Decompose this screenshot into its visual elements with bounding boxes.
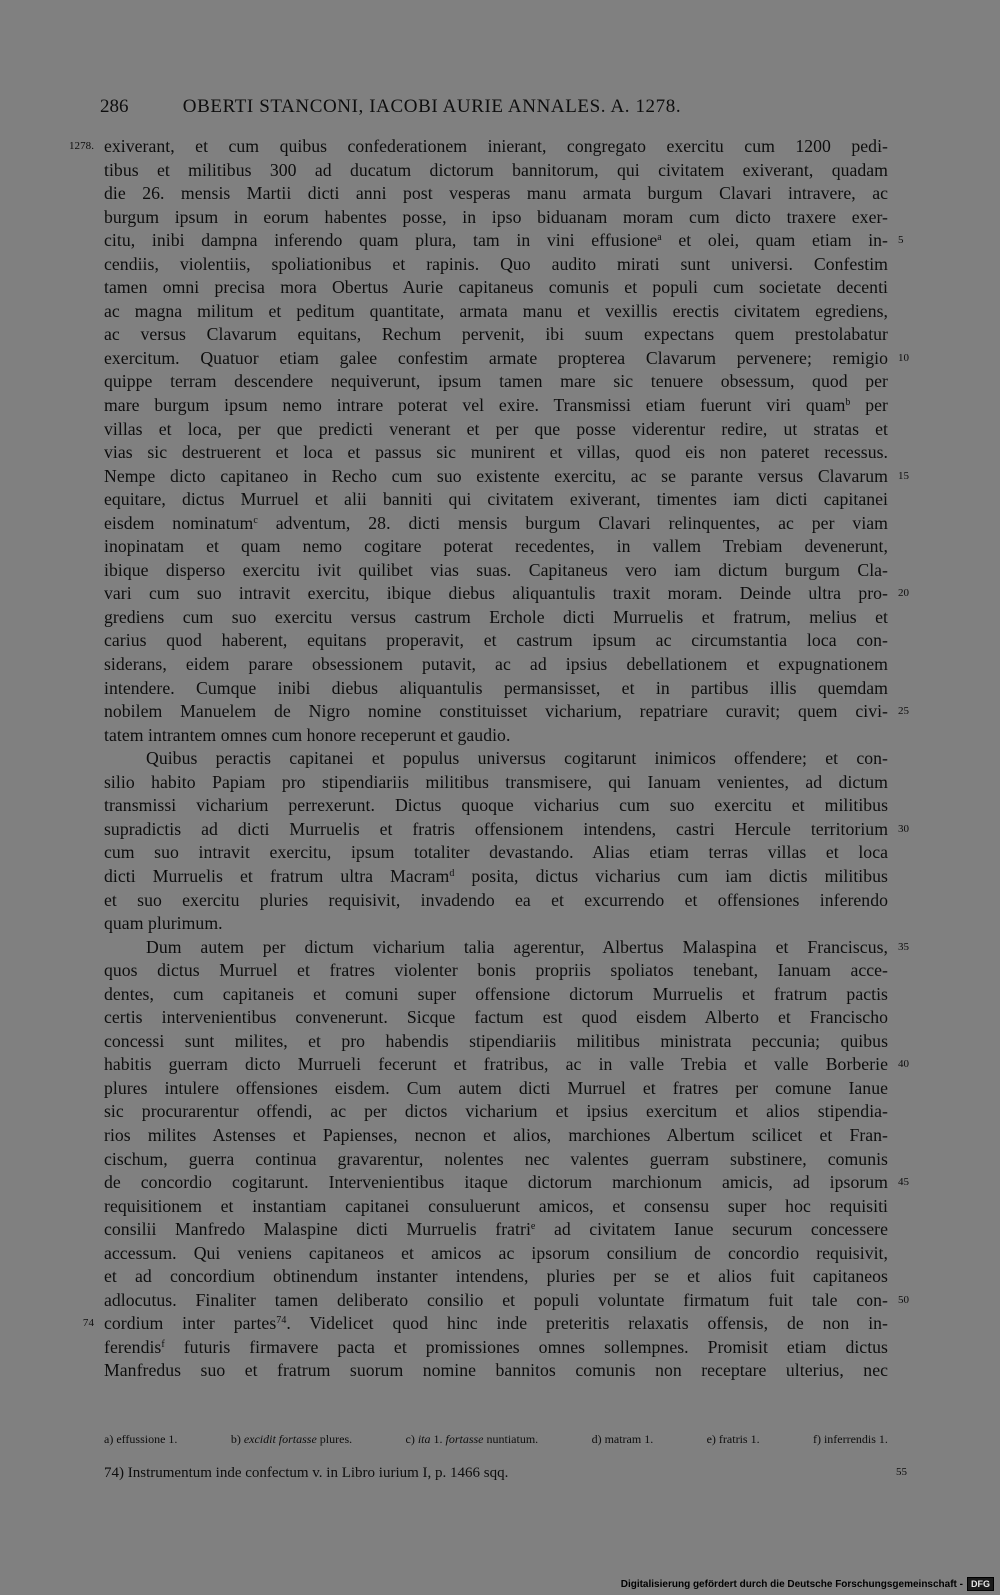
text-line bbox=[104, 159, 888, 183]
text-line bbox=[104, 1289, 910, 1313]
line-number: 15 bbox=[898, 469, 910, 482]
text-line bbox=[104, 253, 888, 277]
line-text: et suo exercitu pluries requisivit, invadendo ea et excurrendo et offensiones inferendo bbox=[104, 889, 888, 910]
line-text: cum suo intravit exercitu, ipsum totaliter devastando. Alias etiam terras villas et loca bbox=[104, 842, 888, 863]
text-line bbox=[104, 276, 888, 300]
text-line bbox=[104, 1148, 888, 1172]
footnote-label: f) bbox=[812, 1432, 821, 1446]
line-text: ac versus Clavarum equitans, Rechum pervenit, ibi suum expectans quem prestolabatur bbox=[104, 324, 888, 345]
line-text: exercitum. Quatuor etiam galee confestim armate propterea Clavarum pervenere; remigio bbox=[104, 347, 888, 368]
line-text: supradictis ad dicti Murruelis et fratris offensionem intendens, castri Hercule territorium bbox=[104, 818, 888, 839]
text-line bbox=[104, 677, 888, 701]
line-number: 50 bbox=[898, 1293, 910, 1306]
line-text: dentes, cum capitaneis et comuni super offensione dictorum Murruelis et fratrum pactis bbox=[104, 983, 888, 1004]
footnote-lemma: matram 1. bbox=[604, 1432, 654, 1446]
text-line bbox=[104, 488, 888, 512]
text-line bbox=[104, 418, 888, 442]
line-text: vari cum suo intravit exercitu, ibique diebus aliquantulis traxit moram. Deinde ultra pro- bbox=[104, 583, 888, 604]
page-number: 286 bbox=[100, 96, 129, 117]
text-line bbox=[104, 323, 888, 347]
line-number: 10 bbox=[898, 351, 910, 364]
line-text-continued: per bbox=[850, 395, 888, 416]
line-text: siderans, eidem parare obsessionem putavit, ac ad ipsius debellationem et expugnationem bbox=[104, 654, 888, 675]
text-line bbox=[104, 747, 888, 771]
line-text: nobilem Manuelem de Nigro nomine constituisset vicharium, repatriare curavit; quem civi- bbox=[104, 701, 888, 722]
text-line bbox=[104, 606, 888, 630]
text-line bbox=[104, 841, 888, 865]
line-text: intendere. Cumque inibi diebus aliquantulis permansisset, et in partibus illis quemdam bbox=[104, 677, 888, 698]
text-line bbox=[104, 700, 910, 724]
line-text: tamen omni precisa mora Obertus Aurie capitaneus comunis et populi cum societate decenti bbox=[104, 277, 888, 298]
text-line bbox=[104, 394, 888, 418]
variant-footnote bbox=[707, 1432, 760, 1447]
text-line bbox=[104, 771, 888, 795]
variant-footnote bbox=[813, 1432, 888, 1447]
text-line bbox=[82, 1312, 889, 1336]
footnote-marker: a bbox=[657, 232, 662, 244]
text-line bbox=[104, 1006, 888, 1030]
line-text: Nempe dicto capitaneo in Recho cum suo existente exercitu, ac se parante versus Clavarum bbox=[104, 465, 888, 486]
running-head bbox=[100, 96, 764, 122]
line-text-continued: . Videlicet quod hinc inde preteritis relaxatis offensis, de non in- bbox=[286, 1313, 889, 1334]
line-text: ac magna militum et peditum quantitate, armata manu et vexillis erectis civitatem egrediens, bbox=[104, 300, 888, 321]
margin-note-left: 74 bbox=[82, 1317, 94, 1330]
line-number: 25 bbox=[898, 705, 910, 718]
text-line bbox=[104, 653, 888, 677]
line-text: cordium inter partes bbox=[104, 1313, 277, 1334]
line-number: 5 bbox=[898, 234, 904, 247]
line-text: concessi sunt milites, et pro habendis stipendiariis militibus ministrata peccunia; quibus bbox=[104, 1030, 888, 1051]
line-number: 45 bbox=[898, 1176, 910, 1189]
footnote-marker: d bbox=[449, 867, 455, 879]
line-text-continued: et olei, quam etiam in- bbox=[661, 230, 888, 251]
line-text: cischum, guerra continua gravarentur, nolentes nec valentes guerram substinere, comunis bbox=[104, 1148, 888, 1169]
line-text: eisdem nominatum bbox=[104, 512, 254, 533]
footnote-label: d) bbox=[591, 1432, 602, 1446]
line-text: sic procurarentur offendi, ac per dictos vicharium et ipsius exercitum et alios stipendia- bbox=[104, 1101, 888, 1122]
text-line bbox=[104, 582, 910, 606]
line-text-continued: adventum, 28. dicti mensis burgum Clavari relinquentes, ac per viam bbox=[257, 512, 888, 533]
line-number: 30 bbox=[898, 822, 910, 835]
text-line bbox=[104, 1077, 888, 1101]
line-text: certis intervenientibus convenerunt. Sicque factum est quod eisdem Alberto et Francischo bbox=[104, 1007, 888, 1028]
line-text: rios milites Astenses et Papienses, necnon et alios, marchiones Albertum scilicet et Fran- bbox=[104, 1124, 888, 1145]
footnote-marker: c bbox=[253, 514, 258, 526]
line-text: accessum. Qui veniens capitaneos et amicos ac ipsorum consilium de concordio requisivit, bbox=[104, 1242, 888, 1263]
commentary-footnote-text: 74) Instrumentum inde confectum v. in Libro iurium I, p. 1466 sqq. bbox=[104, 1465, 509, 1481]
variant-footnote bbox=[406, 1432, 539, 1447]
line-text: mare burgum ipsum nemo intrare poterat vel exire. Transmissi etiam fuerunt viri quam bbox=[104, 395, 846, 416]
footnote-lemma: effussione 1. bbox=[116, 1432, 178, 1446]
text-line bbox=[104, 1053, 910, 1077]
footnote-marker: e bbox=[530, 1221, 536, 1233]
funding-text: Digitalisierung gefördert durch die Deutsche Forschungsgemeinschaft - bbox=[620, 1578, 963, 1590]
line-text: Quibus peractis capitanei et populus universus cogitarunt inimicos offendere; et con- bbox=[146, 748, 888, 769]
footnote-label: a) bbox=[104, 1432, 114, 1446]
variant-footnote bbox=[104, 1432, 177, 1447]
line-text: consilii Manfredo Malaspine dicti Murruelis fratri bbox=[104, 1219, 531, 1240]
text-line bbox=[104, 559, 888, 583]
footnote-label: e) bbox=[706, 1432, 716, 1446]
text-line bbox=[104, 300, 888, 324]
text-line bbox=[104, 465, 910, 489]
text-line bbox=[104, 347, 910, 371]
footnote-note: excidit fortasse bbox=[243, 1432, 317, 1446]
line-number: 40 bbox=[898, 1058, 910, 1071]
running-title: OBERTI STANCONI, IACOBI AURIE ANNALES. A. 1278. bbox=[182, 96, 682, 117]
line-text: plures intulere offensiones eisdem. Cum autem dicti Murruel et fratres per comune Ianue bbox=[104, 1077, 888, 1098]
line-text: cendiis, violentiis, spoliationibus et rapinis. Quo audito mirati sunt universi. Confestim bbox=[104, 253, 888, 274]
variant-footnote bbox=[231, 1432, 352, 1447]
text-line bbox=[104, 182, 888, 206]
text-line bbox=[104, 794, 888, 818]
line-number: 20 bbox=[898, 587, 910, 600]
text-line bbox=[104, 912, 888, 936]
line-text: transmissi vicharium perrexerunt. Dictus quoque vicharius cum suo exercitu et militibus bbox=[104, 795, 888, 816]
footnote-label: b) bbox=[230, 1432, 241, 1446]
text-line bbox=[104, 889, 888, 913]
footnote-marker: f bbox=[161, 1338, 165, 1350]
variant-footnotes bbox=[104, 1432, 888, 1447]
text-line bbox=[104, 818, 910, 842]
footnote-label: c) bbox=[405, 1432, 415, 1446]
text-line bbox=[104, 1336, 888, 1360]
line-number: 35 bbox=[898, 940, 910, 953]
text-line bbox=[104, 1030, 888, 1054]
line-text: citu, inibi dampna inferendo quam plura, tam in vini effusione bbox=[104, 230, 658, 251]
line-text: inopinatam et quam nemo cogitare poterat recedentes, in vallem Trebiam devenerunt, bbox=[104, 536, 888, 557]
line-text: carius quod haberent, equitans properavit, et castrum ipsum ac circumstantia loca con- bbox=[104, 630, 888, 651]
line-text: burgum ipsum in eorum habentes posse, in ipso biduanam moram cum dicto traxere exer- bbox=[104, 206, 888, 227]
footnote-lemma: fratris 1. bbox=[718, 1432, 760, 1446]
line-text: quam plurimum. bbox=[104, 913, 223, 934]
line-text: et ad concordium obtinendum instanter intendens, pluries per se et alios fuit capitaneos bbox=[104, 1266, 888, 1287]
text-line bbox=[104, 1242, 888, 1266]
line-text: habitis guerram dicto Murrueli fecerunt et fratribus, ac in valle Trebia et valle Borberie bbox=[104, 1054, 888, 1075]
text-line bbox=[104, 229, 904, 253]
line-text: tibus et militibus 300 ad ducatum dictorum bannitorum, qui civitatem exiverant, quadam bbox=[104, 159, 888, 180]
line-text: dicti Murruelis et fratrum ultra Macram bbox=[104, 865, 450, 886]
line-text: die 26. mensis Martii dicti anni post vesperas manu armata burgum Clavari intravere, ac bbox=[104, 183, 888, 204]
footnote-lemma: inferrendis 1. bbox=[823, 1432, 888, 1446]
line-text: ferendis bbox=[104, 1336, 162, 1357]
footnote-tail: 1. bbox=[430, 1432, 446, 1446]
footnote-note: ita bbox=[417, 1432, 431, 1446]
line-text: grediens cum suo exercitu versus castrum Erchole dicti Murruelis et fratrum, melius et bbox=[104, 606, 888, 627]
text-line bbox=[104, 724, 888, 748]
line-number: 55 bbox=[896, 1466, 907, 1478]
footnote-note: fortasse bbox=[445, 1432, 484, 1446]
text-line bbox=[104, 206, 888, 230]
footnote-tail: nuntiatum. bbox=[483, 1432, 539, 1446]
text-line bbox=[104, 535, 888, 559]
text-line bbox=[104, 629, 888, 653]
line-text: villas et loca, per que predicti venerant et per que posse viderentur redire, ut stratas et bbox=[104, 418, 888, 439]
line-text: equitare, dictus Murruel et alii banniti qui civitatem exiverant, timentes iam dicti capitanei bbox=[104, 489, 888, 510]
variant-footnote bbox=[592, 1432, 654, 1447]
text-line bbox=[104, 1359, 888, 1383]
dfg-logo: DFG bbox=[967, 1577, 994, 1591]
text-line bbox=[69, 135, 888, 159]
line-text: de concordio cogitarunt. Intervenientibus itaque dictorum marchionum amicis, ad ipsorum bbox=[104, 1172, 888, 1193]
line-text: silio habito Papiam pro stipendiariis militibus transmisere, qui Ianuam venientes, ad dictum bbox=[104, 771, 888, 792]
text-line bbox=[104, 1124, 888, 1148]
text-line bbox=[104, 441, 888, 465]
margin-note-left: 1278. bbox=[69, 140, 94, 152]
text-line bbox=[104, 512, 888, 536]
text-line bbox=[104, 936, 910, 960]
footnote-tail: plures. bbox=[316, 1432, 353, 1446]
line-text: Manfredus suo et fratrum suorum nomine bannitos comunis non receptare ulterius, nec bbox=[104, 1360, 888, 1381]
commentary-footnote bbox=[104, 1465, 907, 1482]
text-line bbox=[104, 1100, 888, 1124]
line-text: tatem intrantem omnes cum honore receperunt et gaudio. bbox=[104, 724, 511, 745]
main-text bbox=[69, 135, 910, 1383]
text-line bbox=[104, 1265, 888, 1289]
line-text: quos dictus Murruel et fratres violenter bonis propriis spoliatos tenebant, Ianuam acce- bbox=[104, 960, 888, 981]
text-line bbox=[104, 983, 888, 1007]
line-text-continued: futuris firmavere pacta et promissiones omnes sollempnes. Promisit etiam dictus bbox=[164, 1336, 888, 1357]
line-text: vias sic destruerent et loca et passus sic munirent et villas, quod eis non pateret recessus. bbox=[104, 442, 888, 463]
text-line bbox=[104, 865, 888, 889]
line-text-continued: ad civitatem Ianue securum concessere bbox=[535, 1219, 888, 1240]
line-text: exiverant, et cum quibus confederationem inierant, congregato exercitu cum 1200 pedi- bbox=[104, 136, 888, 156]
text-line bbox=[104, 1195, 888, 1219]
line-text: Dum autem per dictum vicharium talia agerentur, Albertus Malaspina et Franciscus, bbox=[146, 936, 888, 957]
text-line bbox=[104, 959, 888, 983]
line-text: requisitionem et instantiam capitanei consuluerunt amicos, et consensu super hoc requisiti bbox=[104, 1195, 888, 1216]
line-text: adlocutus. Finaliter tamen deliberato consilio et populi voluntate firmatum fuit tale con- bbox=[104, 1289, 888, 1310]
funding-notice bbox=[621, 1575, 994, 1593]
text-line bbox=[104, 1218, 888, 1242]
line-text-continued: posita, dictus vicharius cum iam dictis militibus bbox=[454, 865, 888, 886]
text-line bbox=[104, 370, 888, 394]
line-text: quippe terram descendere nequiverunt, ipsum tamen mare sic tenuere obsessum, quod per bbox=[104, 371, 888, 392]
footnote-marker: 74 bbox=[276, 1315, 287, 1327]
text-line bbox=[104, 1171, 910, 1195]
line-text: ibique disperso exercitu ivit quilibet vias suas. Capitaneus vero iam dictum burgum Cla- bbox=[104, 559, 888, 580]
footnote-marker: b bbox=[845, 397, 851, 409]
